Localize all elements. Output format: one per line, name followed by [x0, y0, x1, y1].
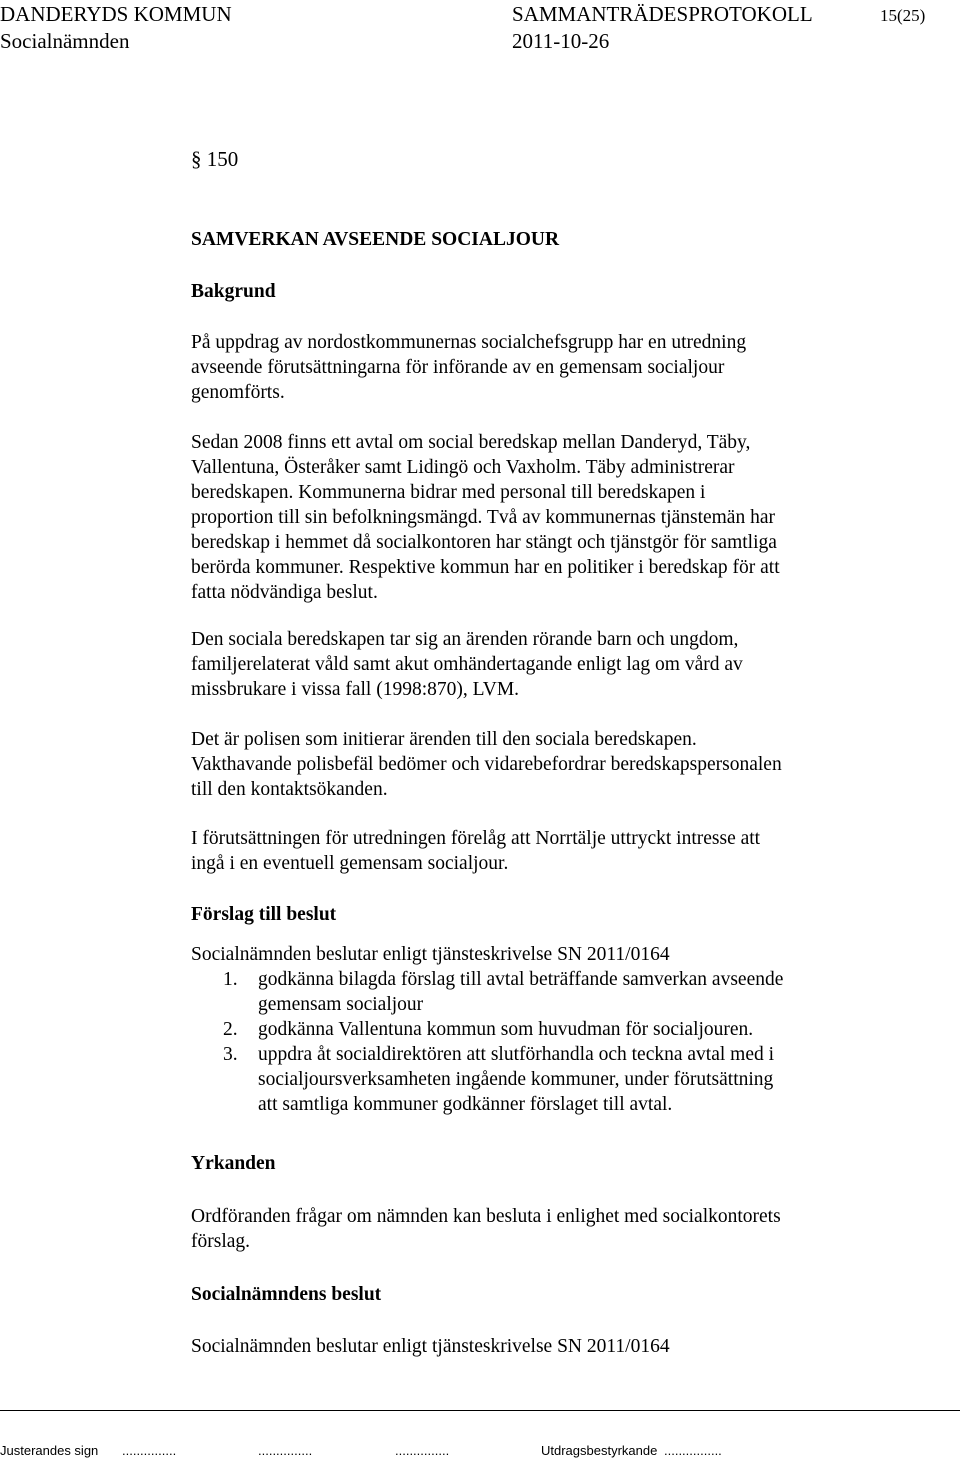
text-line: godkänna bilagda förslag till avtal beträffande samverkan avseende — [258, 969, 784, 990]
background-paragraph-1 — [191, 330, 891, 405]
text-line: familjerelaterat våld samt akut omhändertagande enligt lag om vård av — [191, 654, 743, 675]
text-line: fatta nödvändiga beslut. — [191, 582, 378, 603]
text-line: I förutsättningen för utredningen förelåg att Norrtälje uttryckt intresse att — [191, 828, 761, 849]
text-line: godkänna Vallentuna kommun som huvudman för socialjouren. — [258, 1019, 754, 1040]
signature-field-3: ............... — [395, 1443, 450, 1458]
proposal-list — [191, 967, 891, 1117]
background-paragraph-5 — [191, 826, 891, 876]
text-line: att samtliga kommuner godkänner förslaget till avtal. — [258, 1094, 673, 1115]
list-item — [191, 1042, 891, 1117]
proposal-intro — [191, 942, 891, 967]
text-line: avseende förutsättningarna för införande av en gemensam socialjour — [191, 357, 725, 378]
list-item-number: 3. — [223, 1044, 238, 1065]
extract-certification-field: ................ — [664, 1443, 722, 1458]
text-line: Socialnämnden beslutar enligt tjänsteskrivelse SN 2011/0164 — [191, 944, 670, 965]
background-paragraph-4 — [191, 727, 891, 802]
text-line: berörda kommuner. Respektive kommun har en politiker i beredskap för att — [191, 557, 780, 578]
text-line: förslag. — [191, 1231, 251, 1252]
text-line: gemensam socialjour — [258, 994, 424, 1015]
page-number: 15(25) — [880, 6, 926, 25]
text-line: socialjoursverksamheten ingående kommuner, under förutsättning — [258, 1069, 774, 1090]
extract-certification-label: Utdragsbestyrkande — [541, 1443, 658, 1458]
list-item — [191, 1017, 891, 1042]
committee-name: Socialnämnden — [0, 29, 130, 53]
text-line: Vakthavande polisbefäl bedömer och vidarebefordrar beredskapspersonalen — [191, 754, 782, 775]
signature-label: Justerandes sign — [0, 1443, 99, 1458]
list-item-number: 2. — [223, 1019, 238, 1040]
decision-heading: Socialnämndens beslut — [191, 1284, 382, 1305]
list-item — [191, 967, 891, 1017]
footer-divider — [0, 1410, 960, 1411]
text-line: Den sociala beredskapen tar sig an ärenden rörande barn och ungdom, — [191, 629, 739, 650]
document-type: SAMMANTRÄDESPROTOKOLL — [512, 2, 813, 26]
text-line: Ordföranden frågar om nämnden kan besluta i enlighet med socialkontorets — [191, 1206, 781, 1227]
text-line: genomförts. — [191, 382, 285, 403]
decision-paragraph — [191, 1334, 891, 1359]
municipality-name: DANDERYDS KOMMUN — [0, 2, 232, 26]
motions-paragraph — [191, 1204, 891, 1254]
text-line: missbrukare i vissa fall (1998:870), LVM. — [191, 679, 520, 700]
signature-field-1: ............... — [122, 1443, 177, 1458]
text-line: beredskap i hemmet då socialkontoren har stängt och tjänstgör för samtliga — [191, 532, 777, 553]
text-line: Sedan 2008 finns ett avtal om social beredskap mellan Danderyd, Täby, — [191, 432, 751, 453]
text-line: uppdra åt socialdirektören att slutförhandla och teckna avtal med i — [258, 1044, 775, 1065]
text-line: till den kontaktsökanden. — [191, 779, 388, 800]
text-line: På uppdrag av nordostkommunernas socialchefsgrupp har en utredning — [191, 332, 747, 353]
background-heading: Bakgrund — [191, 281, 276, 302]
document-title: SAMVERKAN AVSEENDE SOCIALJOUR — [191, 229, 560, 250]
text-line: ingå i en eventuell gemensam socialjour. — [191, 853, 509, 874]
meeting-date: 2011-10-26 — [512, 29, 610, 53]
text-line: beredskapen. Kommunerna bidrar med personal till beredskapen i — [191, 482, 706, 503]
text-line: Det är polisen som initierar ärenden till den sociala beredskapen. — [191, 729, 697, 750]
text-line: Vallentuna, Österåker samt Lidingö och Vaxholm. Täby administrerar — [191, 457, 735, 478]
signature-field-2: ............... — [258, 1443, 313, 1458]
proposal-heading: Förslag till beslut — [191, 904, 337, 925]
background-paragraph-3 — [191, 627, 891, 702]
paragraph-number: § 150 — [191, 147, 239, 171]
text-line: Socialnämnden beslutar enligt tjänsteskrivelse SN 2011/0164 — [191, 1336, 670, 1357]
list-item-number: 1. — [223, 969, 238, 990]
motions-heading: Yrkanden — [191, 1153, 276, 1174]
background-paragraph-2 — [191, 430, 891, 605]
text-line: proportion till sin befolkningsmängd. Två av kommunernas tjänstemän har — [191, 507, 775, 528]
